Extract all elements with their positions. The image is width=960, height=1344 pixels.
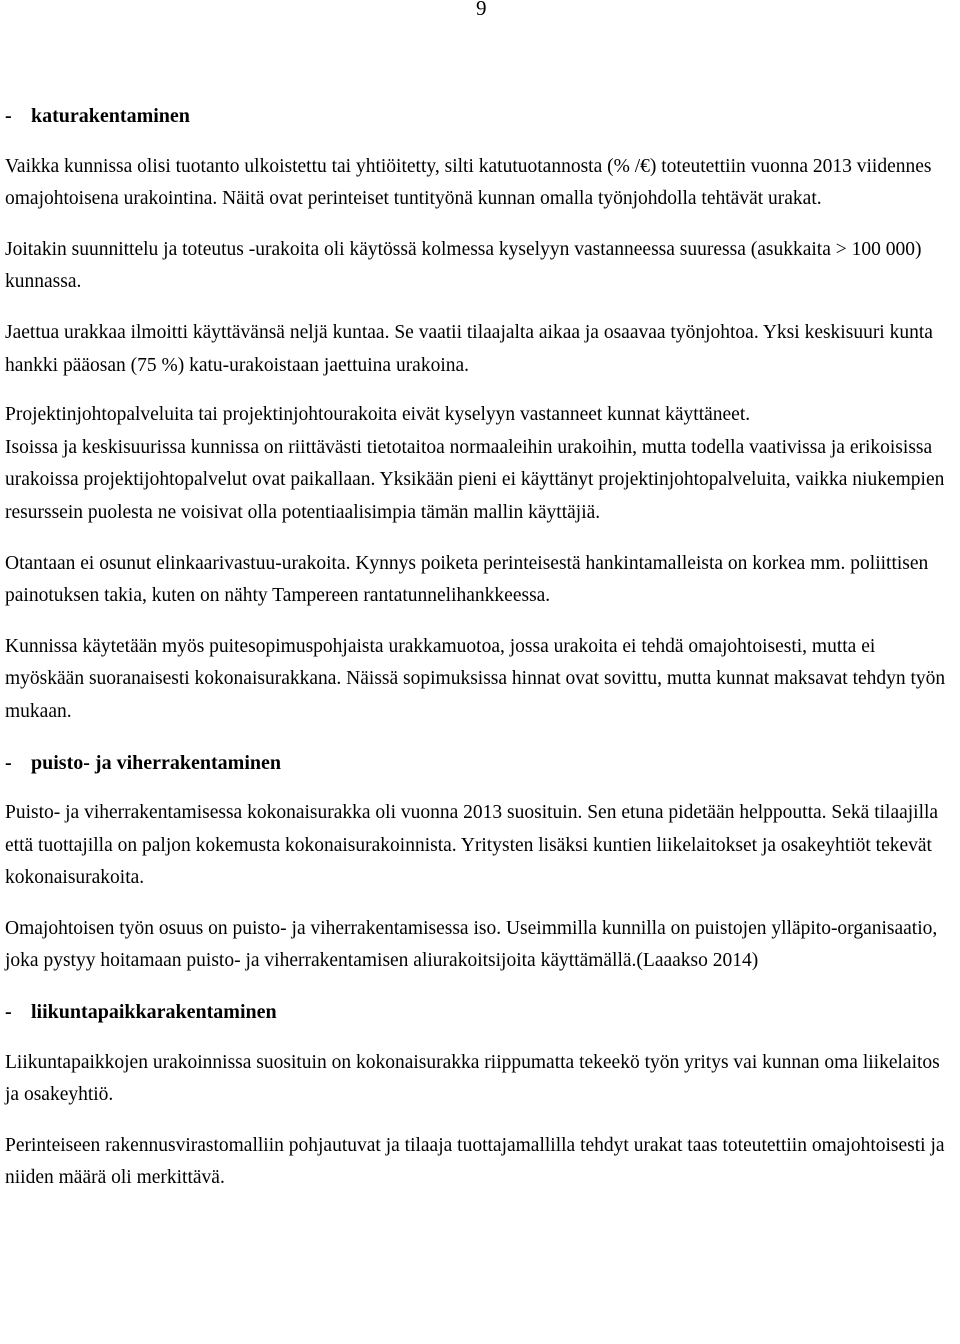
section-heading-text: puisto- ja viherrakentaminen — [31, 751, 281, 774]
heading-dash: - — [5, 751, 12, 774]
paragraph: Liikuntapaikkojen urakoinnissa suosituin on kokonaisurakka riippumatta tekeekö työn yritys vai kunnan oma liikelaitos ja osakeyhtiö. — [5, 1051, 940, 1106]
paragraph: Vaikka kunnissa olisi tuotanto ulkoistettu tai yhtiöitetty, silti katutuotannosta (% /€) toteutettiin vuonna 2013 viidennes omajohtoisena urakointina. Näitä ovat perinteiset tuntityönä kunnan omalla työnjohdolla tehtävät urakat. — [5, 155, 932, 210]
heading-dash: - — [5, 105, 12, 127]
section-heading-katurakentaminen — [5, 100, 957, 133]
paragraph: Jaettua urakkaa ilmoitti käyttävänsä neljä kuntaa. Se vaatii tilaajalta aikaa ja osaavaa työnjohtoa. Yksi keskisuuri kunta hankki pääosan (75 %) katu-urakoistaan jaettuina urakoina. — [5, 321, 933, 376]
paragraph: Projektinjohtopalveluita tai projektinjohtourakoita eivät kyselyyn vastanneet kunnat käyttäneet. — [5, 404, 751, 426]
paragraph: Kunnissa käytetään myös puitesopimuspohjaista urakkamuotoa, jossa urakoita ei tehdä omajohtoisesti, mutta ei myöskään suoranaisesti kokonaisurakkana. Näissä sopimuksissa hinnat ovat sovittu, mutta kunnat maksavat tehdyn työn mukaan. — [5, 635, 946, 722]
section-heading-puisto — [5, 747, 957, 780]
paragraph: Otantaan ei osunut elinkaarivastuu-urakoita. Kynnys poiketa perinteisestä hankintamalleista on korkea mm. poliittisen painotuksen takia, kuten on nähty Tampereen rantatunnelihankkeessa. — [5, 552, 929, 607]
section-heading-text: liikuntapaikkarakentaminen — [31, 1001, 277, 1024]
paragraph: Joitakin suunnittelu ja toteutus -urakoita oli käytössä kolmessa kyselyyn vastanneessa suuressa (asukkaita > 100 000) kunnassa. — [5, 238, 922, 293]
page-number: 9 — [476, 0, 487, 20]
heading-dash: - — [5, 1001, 12, 1024]
paragraph: Isoissa ja keskisuurissa kunnissa on riittävästi tietotaitoa normaaleihin urakoihin, mutta todella vaativissa ja erikoisissa urakoissa projektijohtopalvelut ovat paikallaan. Yksikään pieni ei käyttänyt projektinjohtopalveluita, vaikka niukempien resurssein puolesta ne voisivat olla potentiaalisimpia tämän mallin käyttäjiä. — [5, 436, 945, 523]
paragraph: Omajohtoisen työn osuus on puisto- ja viherrakentamisessa iso. Useimmilla kunnilla on puistojen ylläpito-organisaatio, joka pystyy hoitamaan puisto- ja viherrakentamisen aliurakoitsijoita käyttämällä.(Laaakso 2014) — [5, 917, 938, 972]
paragraph: Puisto- ja viherrakentamisessa kokonaisurakka oli vuonna 2013 suosituin. Sen etuna pidetään helppoutta. Sekä tilaajilla että tuottajilla on paljon kokemusta kokonaisurakoinnista. Yritysten lisäksi kuntien liikelaitokset ja osakeyhtiöt tekevät kokonaisurakoita. — [5, 802, 939, 889]
paragraph: Perinteiseen rakennusvirastomalliin pohjautuvat ja tilaaja tuottajamallilla tehdyt urakat taas toteutettiin omajohtoisesti ja niiden määrä oli merkittävä. — [5, 1134, 945, 1189]
document-body — [5, 100, 957, 1195]
section-heading-liikuntapaikka — [5, 996, 957, 1029]
section-heading-text: katurakentaminen — [31, 105, 190, 127]
